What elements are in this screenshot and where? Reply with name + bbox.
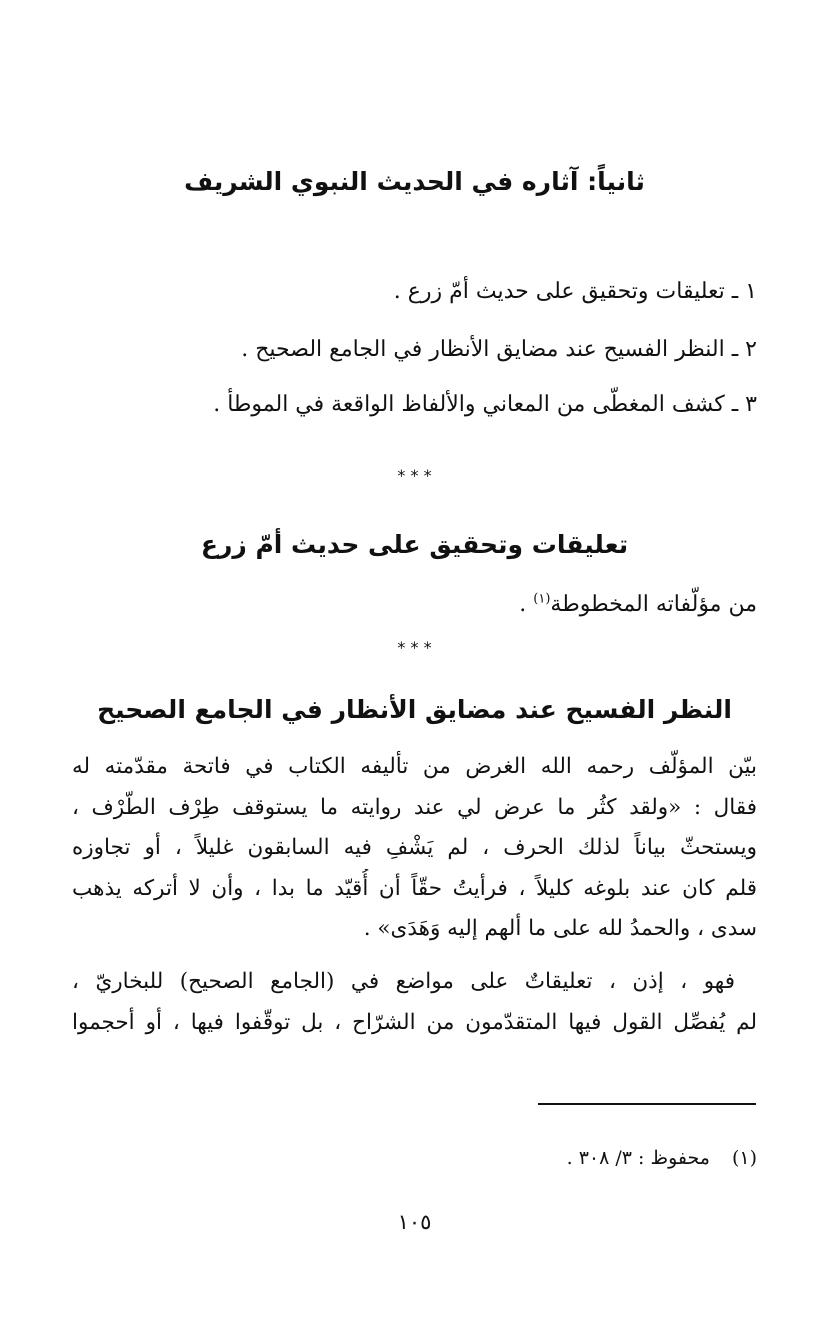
- work1-text: [72, 585, 757, 625]
- work2-title: النظر الفسيح عند مضايق الأنظار في الجامع الصحيح: [97, 695, 732, 724]
- paragraph-line: بيّن المؤلّف رحمه الله الغرض من تأليفه الكتاب في فاتحة مقدّمته له: [72, 754, 757, 779]
- paragraph-line: سدى ، والحمدُ لله على ما ألهم إليه وَهَدَى» .: [363, 916, 757, 941]
- section-heading: ثانياً: آثاره في الحديث النبوي الشريف: [184, 167, 645, 196]
- footnote-text: محفوظ : ٣/ ٣٠٨ .: [566, 1147, 710, 1169]
- paragraph-line: ويستحثّ بياناً لذلك الحرف ، لم يَشْفِ فيه السابقون غليلاً ، أو تجاوزه: [72, 835, 757, 860]
- footnote: [72, 1143, 757, 1173]
- work1-text-body: من مؤلّفاته المخطوطة: [550, 592, 757, 617]
- paragraph-line: فقال : «ولقد كثُر ما عرض لي عند روايته ما يستوقف طِرْف الطّرْف ،: [72, 794, 757, 820]
- paragraph-line: لم يُفصِّل القول فيها المتقدّمون من الشرّاح ، بل توقّفوا فيها ، أو أحجموا: [72, 1009, 757, 1035]
- works-list-item-3: ٣ ـ كشف المغطّى من المعاني والألفاظ الواقعة في الموطأ .: [213, 392, 757, 417]
- work1-title: تعليقات وتحقيق على حديث أمّ زرع: [200, 530, 629, 559]
- page-number: ١٠٥: [397, 1210, 432, 1234]
- work2-paragraph-2: [72, 962, 757, 1043]
- separator-stars: * * *: [397, 466, 432, 485]
- paragraph-line: قلم كان عند بلوغه كليلاً ، فرأيتُ حقّاً أن أُقيّد ما بدا ، وأن لا أتركه يذهب: [72, 875, 757, 901]
- work1-text-end: .: [519, 592, 527, 617]
- separator-2: [0, 638, 829, 658]
- separator-1: [0, 466, 829, 486]
- works-list-item-1: ١ ـ تعليقات وتحقيق على حديث أمّ زرع .: [393, 279, 757, 304]
- separator-stars: * * *: [397, 638, 432, 657]
- footnote-number: (١): [731, 1147, 757, 1169]
- work2-paragraph-1: [72, 747, 757, 950]
- paragraph-line: فهو ، إذن ، تعليقاتٌ على مواضع في (الجامع الصحيح) للبخاريّ ،: [72, 969, 735, 994]
- footnote-ref: (١): [533, 591, 551, 607]
- works-list-item-2: ٢ ـ النظر الفسيح عند مضايق الأنظار في الجامع الصحيح .: [241, 337, 757, 362]
- footnote-separator-rule: [538, 1103, 756, 1105]
